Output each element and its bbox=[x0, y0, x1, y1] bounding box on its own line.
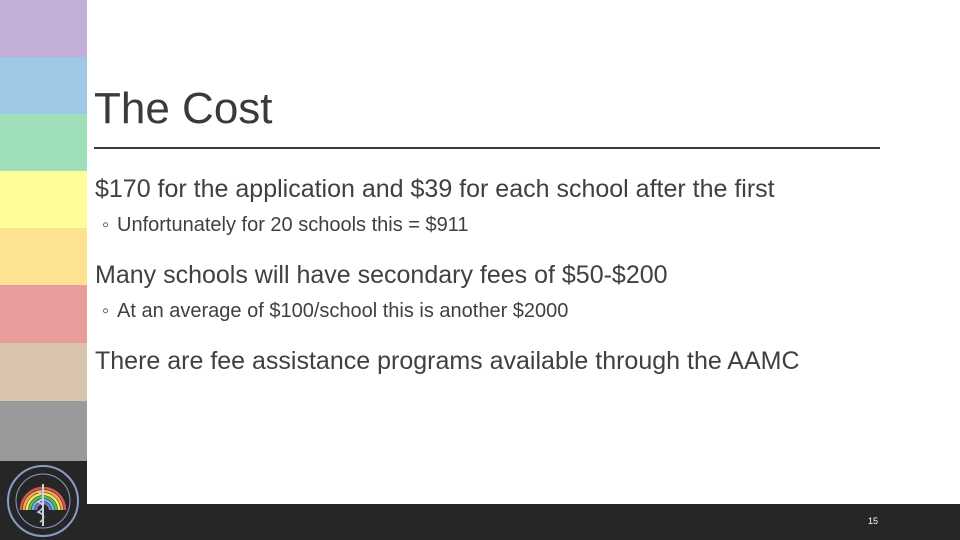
page-number: 15 bbox=[868, 516, 879, 526]
sub-bullet-marker: ◦ bbox=[102, 214, 110, 236]
stripe-gray bbox=[0, 401, 87, 461]
sub-bullet-twenty-schools bbox=[102, 214, 469, 237]
left-color-stripes bbox=[0, 0, 87, 461]
stripe-purple bbox=[0, 0, 87, 57]
title-underline bbox=[94, 147, 880, 149]
stripe-orange bbox=[0, 228, 87, 285]
stripe-tan bbox=[0, 343, 87, 401]
bullet-application-cost: $170 for the application and $39 for each school after the first bbox=[95, 175, 775, 203]
stripe-green bbox=[0, 114, 87, 171]
stripe-red bbox=[0, 285, 87, 343]
slide-title: The Cost bbox=[94, 84, 273, 133]
bullet-secondary-fees: Many schools will have secondary fees of $50-$200 bbox=[95, 261, 668, 289]
sub-bullet-marker: ◦ bbox=[102, 300, 110, 322]
stripe-yellow bbox=[0, 171, 87, 228]
bullet-fee-assistance: There are fee assistance programs available through the AAMC bbox=[95, 347, 800, 375]
sub-bullet-average-cost bbox=[102, 300, 568, 323]
sub-bullet-text: Unfortunately for 20 schools this = $911 bbox=[117, 214, 469, 236]
stripe-blue bbox=[0, 57, 87, 114]
footer-bar bbox=[87, 504, 960, 540]
medical-rainbow-seal-icon bbox=[4, 462, 82, 540]
sub-bullet-text: At an average of $100/school this is another $2000 bbox=[117, 300, 569, 322]
